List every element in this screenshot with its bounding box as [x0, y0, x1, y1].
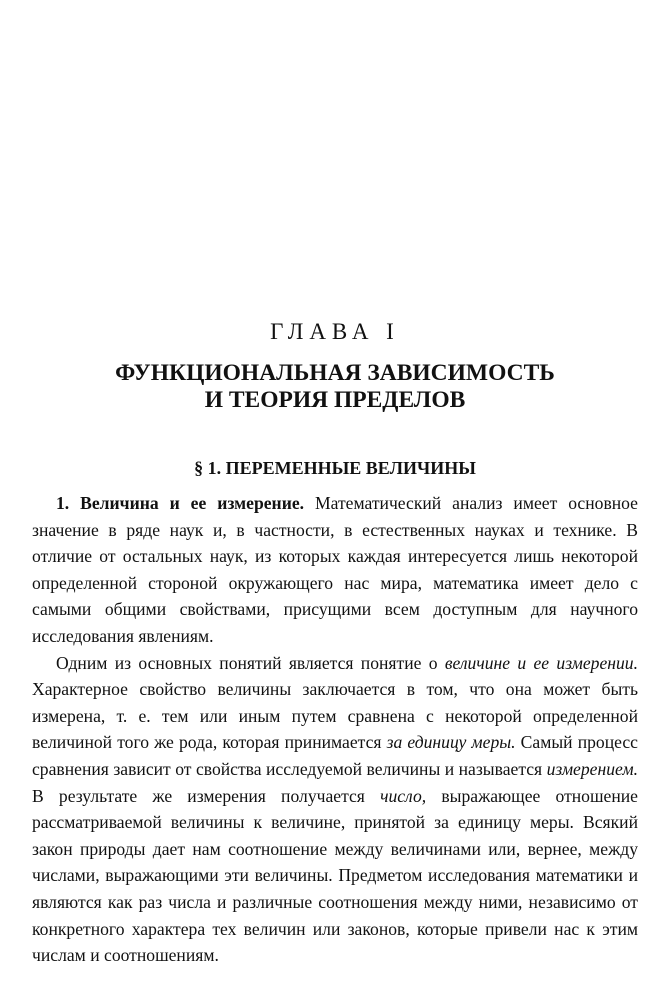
- paragraph-2-text-3: Самый процесс сравнения зависит от свойства исследуемой величины и называется: [32, 732, 638, 779]
- paragraph-1: [32, 490, 638, 650]
- paragraph-2-emphasis-2: за единицу меры.: [386, 732, 516, 753]
- paragraph-2-emphasis-4: число,: [380, 785, 427, 806]
- section-heading: § 1. ПЕРЕМЕННЫЕ ВЕЛИЧИНЫ: [194, 458, 476, 478]
- paragraph-2-emphasis-1: величине и ее измерении.: [444, 652, 638, 673]
- document-page: [32, 0, 638, 1000]
- paragraph-1-text: Математический анализ имеет основное значение в ряде наук и, в частности, в естественных науках и технике. В отличие от остальных наук, из которых каждая интересуется лишь некоторой определенной стороной окружающего нас мира, математика имеет дело с самыми общими свойствами, присущими всем доступным для научного исследования явлениям.: [32, 493, 638, 646]
- paragraph-2-emphasis-3: измерением.: [546, 758, 638, 779]
- body-text: [32, 490, 638, 969]
- chapter-title: [32, 360, 638, 414]
- paragraph-2-text-4: В результате же измерения получается: [32, 785, 381, 806]
- chapter-title-line-2: И ТЕОРИЯ ПРЕДЕЛОВ: [204, 387, 466, 413]
- paragraph-1-lead: 1. Величина и ее измерение.: [56, 493, 305, 513]
- paragraph-2: [32, 650, 638, 969]
- paragraph-2-text-1: Одним из основных понятий является понятие о: [56, 652, 445, 673]
- chapter-title-line-1: ФУНКЦИОНАЛЬНАЯ ЗАВИСИМОСТЬ: [115, 360, 555, 386]
- paragraph-2-text-2: Характерное свойство величины заключается в том, что она может быть измерена, т. е. тем или иным путем сравнена с некоторой определенной величиной того же рода, которая принимается: [32, 679, 638, 753]
- paragraph-2-text-5: выражающее отношение рассматриваемой величины к величине, принятой за единицу меры. Всякий закон природы дает нам соотношение между величинами или, вернее, между числами, выражающими эти величины. Предметом исследования математики и являются как раз числа и различные соотношения между ними, независимо от конкретного характера тех величин или законов, которые привели нас к этим числам и соотношениям.: [32, 785, 638, 966]
- chapter-label: ГЛАВА I: [270, 319, 400, 344]
